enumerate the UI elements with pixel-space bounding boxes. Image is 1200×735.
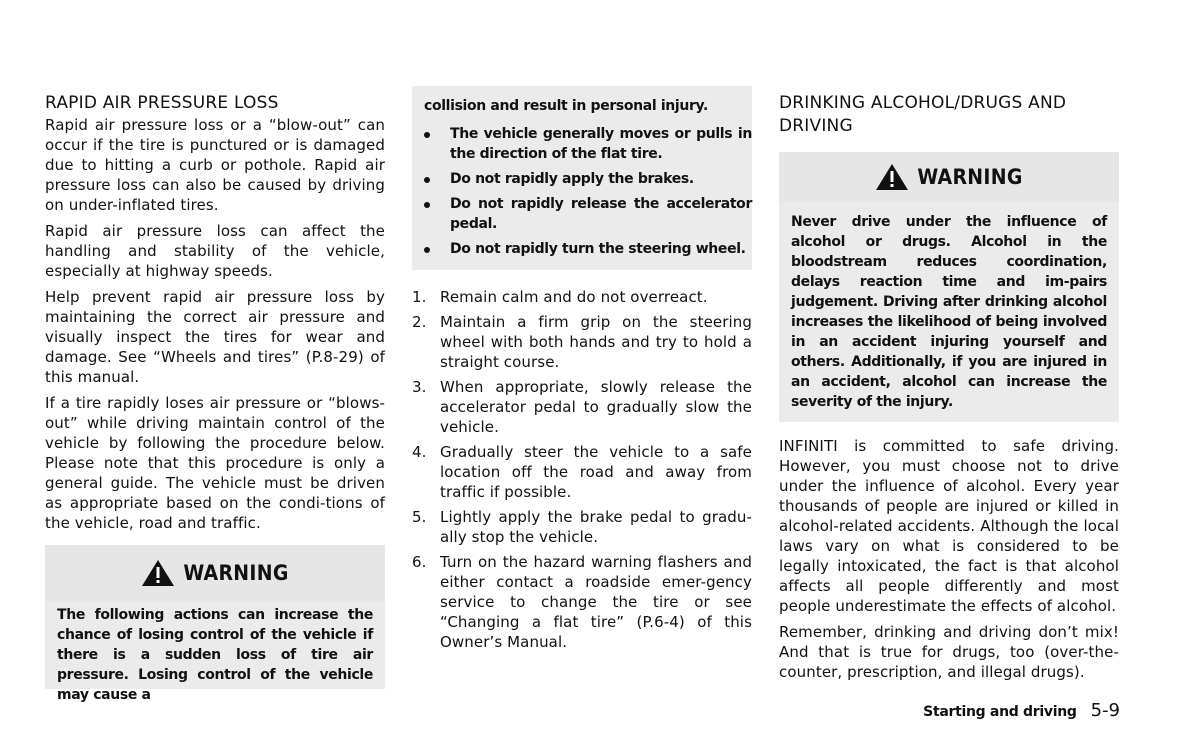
footer-section-title: Starting and driving [923,704,1077,720]
paragraph: Remember, drinking and driving don’t mix! And that is true for drugs, too (over-the-counter, prescription, and illegal drugs). [779,623,1119,681]
warning-box [779,152,1119,422]
paragraph: Rapid air pressure loss can affect the handling and stability of the vehicle, especially at highway speeds. [45,222,385,280]
warning-triangle-icon [141,559,175,587]
warning-header [779,152,1119,202]
warning-continued-text: collision and result in personal injury. [424,98,708,114]
warning-text: Never drive under the influence of alcohol or drugs. Alcohol in the bloodstream reduces coordination, delays reaction time and im-pairs judgement. Driving after drinking alcohol increases the likelihood of being involved in an accident injuring yourself and others. Additionally, if you are injured in an accident, alcohol can increase the severity of the injury. [779,202,1119,422]
warning-triangle-icon [875,163,909,191]
column-right [779,86,1119,688]
warning-label: WARNING [183,561,289,585]
procedure-step: 1. Remain calm and do not overreact. [412,288,708,306]
column-left [45,86,385,703]
bullet-dot-icon [424,202,430,208]
procedure-step: 6. Turn on the hazard warning flashers and either contact a roadside emer-gency service to change the tire or see “Changing a flat tire” (P.6-4) of this Owner’s Manual. [412,553,752,651]
procedure-step: 3. When appropriate, slowly release the accelerator pedal to gradually slow the vehicle. [412,378,752,436]
bullet-item: Do not rapidly release the accelerator pedal. [412,194,752,234]
body-text [779,436,1119,682]
warning-header [45,545,385,601]
paragraph: Rapid air pressure loss or a “blow-out” can occur if the tire is punctured or is damaged due to hitting a curb or pothole. Rapid air pressure loss can also be caused by driving on under-inflated tires. [45,116,385,214]
bullet-dot-icon [424,132,430,138]
paragraph: Help prevent rapid air pressure loss by maintaining the correct air pressure and visually inspect the tires for wear and damage. See “Wheels and tires” (P.8-29) of this manual. [45,288,385,386]
bullet-dot-icon [424,247,430,253]
paragraph: INFINITI is committed to safe driving. However, you must choose not to drive under the influence of alcohol. Every year thousands of people are injured or killed in alcohol-related accidents. Although the local laws vary on what is considered to be legally intoxicated, the fact is that alcohol affects all people differently and most people underestimate the effects of alcohol. [779,437,1119,615]
section-heading-drinking-alcohol: DRINKING ALCOHOL/DRUGS AND DRIVING [779,93,1067,136]
warning-box [45,545,385,703]
procedure-step: 5. Lightly apply the brake pedal to gradu-ally stop the vehicle. [412,508,752,546]
warning-bullet-list [412,124,752,259]
procedure-step: 4. Gradually steer the vehicle to a safe location off the road and away from traffic if possible. [412,443,752,501]
procedure-step: 2. Maintain a firm grip on the steering wheel with both hands and try to hold a straight course. [412,313,752,371]
paragraph: If a tire rapidly loses air pressure or “blows-out” while driving maintain control of the vehicle by following the procedure below. Please note that this procedure is only a general guide. The vehicle must be driven as appropriate based on the condi-tions of the vehicle, road and traffic. [45,394,385,532]
warning-continued-box [412,86,752,270]
bullet-item: Do not rapidly apply the brakes. [412,169,752,189]
column-middle [412,86,752,657]
bullet-item: The vehicle generally moves or pulls in the direction of the flat tire. [412,124,752,164]
warning-text: The following actions can increase the chance of losing control of the vehicle if there is a sudden loss of tire air pressure. Losing control of the vehicle may cause a [45,601,385,689]
bullet-dot-icon [424,177,430,183]
procedure-step-list [412,287,752,652]
section-heading-rapid-air-pressure-loss: RAPID AIR PRESSURE LOSS [45,93,279,113]
bullet-item: Do not rapidly turn the steering wheel. [412,239,752,259]
page-number: 5-9 [1090,700,1120,721]
warning-label: WARNING [917,165,1023,189]
page-footer [900,700,1120,721]
